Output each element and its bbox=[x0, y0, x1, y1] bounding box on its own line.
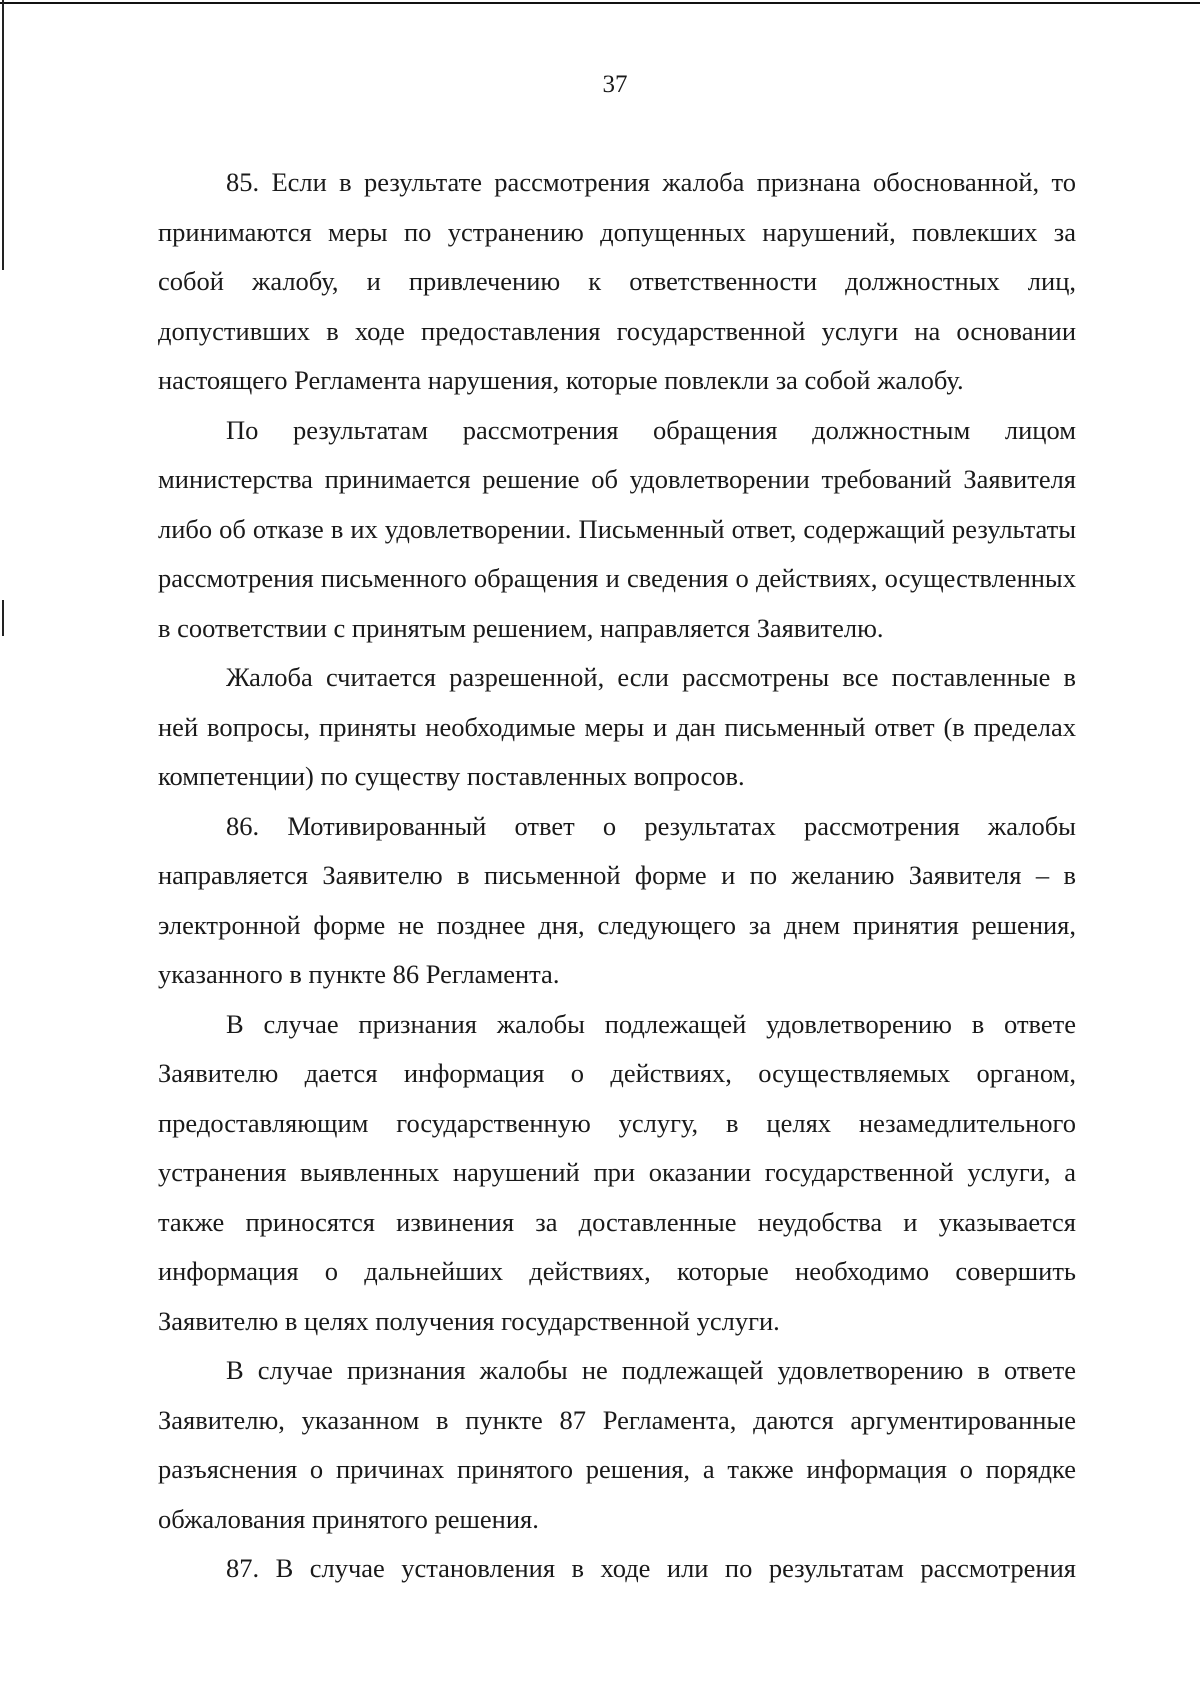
paragraph-85: 85. Если в результате рассмотрения жалоба признана обоснованной, то принимаются меры по устранению допущенных нарушений, повлекших за собой жалобу, и привлечению к ответственности должностных лиц, допустивших в ходе предоставления государственной услуги на основании настоящего Регламента нарушения, которые повлекли за собой жалобу. bbox=[158, 167, 1076, 395]
scan-margin-mark bbox=[2, 600, 4, 636]
paragraph-86: 86. Мотивированный ответ о результатах рассмотрения жалобы направляется Заявителю в письменной форме и по желанию Заявителя – в электронной форме не позднее дня, следующего за днем принятия решения, указанного в пункте 86 Регламента. bbox=[158, 810, 1076, 989]
paragraph-decision: По результатам рассмотрения обращения должностным лицом министерства принимается решение об удовлетворении требований Заявителя либо об отказе в их удовлетворении. Письменный ответ, содержащий результаты рассмотрения письменного обращения и сведения о действиях, осуществленных в соответствии с принятым решением, направляется Заявителю. bbox=[158, 414, 1076, 643]
scan-top-border bbox=[0, 2, 1200, 4]
document-body bbox=[158, 158, 1076, 1594]
paragraph-satisfied-case: В случае признания жалобы подлежащей удовлетворению в ответе Заявителю дается информация о действиях, осуществляемых органом, предоставляющим государственную услугу, в целях незамедлительного устранения выявленных нарушений при оказании государственной услуги, а также приносятся извинения за доставленные неудобства и указывается информация о дальнейших действиях, которые необходимо совершить Заявителю в целях получения государственной услуги. bbox=[158, 1008, 1076, 1336]
page-number: 37 bbox=[602, 71, 628, 98]
paragraph-rejected-case: В случае признания жалобы не подлежащей удовлетворению в ответе Заявителю, указанном в пункте 87 Регламента, даются аргументированные разъяснения о причинах принятого решения, а также информация о порядке обжалования принятого решения. bbox=[158, 1355, 1076, 1534]
paragraph-87: 87. В случае установления в ходе или по результатам рассмотрения bbox=[226, 1553, 1076, 1583]
paragraph-resolved: Жалоба считается разрешенной, если рассмотрены все поставленные в ней вопросы, приняты необходимые меры и дан письменный ответ (в пределах компетенции) по существу поставленных вопросов. bbox=[158, 662, 1076, 791]
scan-left-border bbox=[2, 0, 4, 270]
